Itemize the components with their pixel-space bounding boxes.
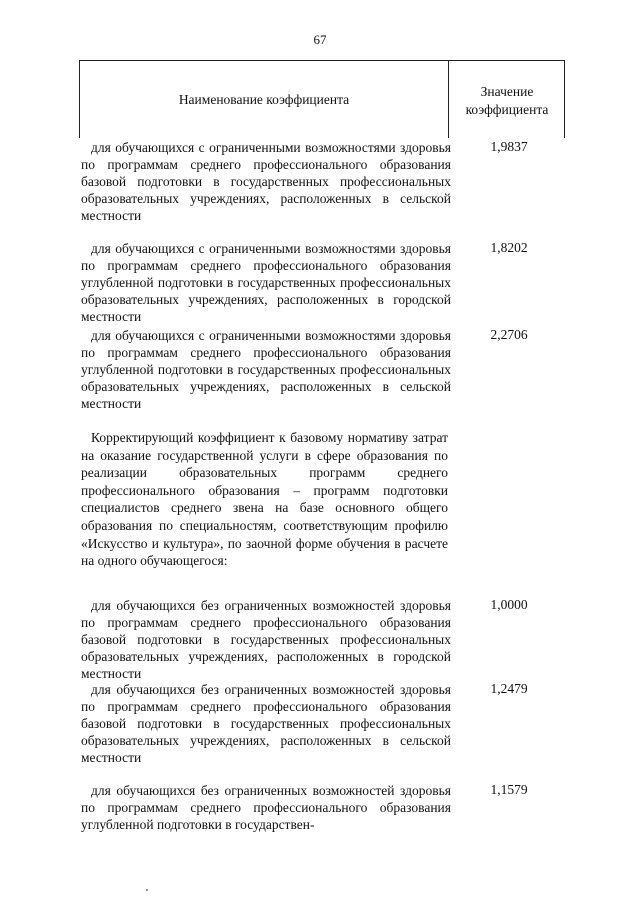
- row-value: 1,2479: [490, 681, 528, 696]
- page-number: 67: [313, 32, 327, 47]
- row-text: для обучающихся с ограниченными возможностями здоровья по программам среднего профессионального образования углубленной подготовки в государственных профессиональных образовательных учреждениях, расположенных в сельской местности: [81, 328, 451, 411]
- header-coefficient-name: Наименование коэффициента: [178, 92, 350, 107]
- table-row: [81, 139, 451, 224]
- row-value: 1,9837: [490, 139, 528, 154]
- header-value-line2: коэффициента: [465, 102, 549, 117]
- row-text: для обучающихся без ограниченных возможностей здоровья по программам среднего профессионального образования базовой подготовки в государственных профессиональных образовательных учреждениях, расположенных в сельской местности: [81, 682, 451, 765]
- header-value-line1: Значение: [480, 84, 534, 99]
- row-text: для обучающихся без ограниченных возможностей здоровья по программам среднего профессионального образования углубленной подготовки в государствен-: [81, 783, 451, 832]
- section-heading: Корректирующий коэффициент к базовому нормативу затрат на оказание государственной услуги в сфере образования по реализации образовательных программ среднего профессионального образования – программ подготовки специалистов среднего звена на базе основного общего образования по специальностям, соответствующим профилю «Искусство и культура», по заочной форме обучения в расчете на одного обучающегося:: [81, 430, 448, 569]
- table-row: [81, 240, 451, 325]
- table-row: [81, 681, 451, 766]
- table-row: [81, 327, 451, 412]
- scan-speck: [146, 889, 148, 891]
- row-text: для обучающихся без ограниченных возможностей здоровья по программам среднего профессионального образования базовой подготовки в государственных профессиональных образовательных учреждениях, расположенных в городской местности: [81, 598, 451, 681]
- row-value: 1,0000: [490, 597, 528, 612]
- row-value: 1,1579: [490, 782, 528, 797]
- table-row: [81, 782, 451, 833]
- row-text: для обучающихся с ограниченными возможностями здоровья по программам среднего профессионального образования углубленной подготовки в государственных профессиональных образовательных учреждениях, расположенных в городской местности: [81, 241, 451, 324]
- header-coefficient-value: [449, 83, 565, 119]
- row-text: для обучающихся с ограниченными возможностями здоровья по программам среднего профессионального образования базовой подготовки в государственных профессиональных образовательных учреждениях, расположенных в сельской местности: [81, 140, 451, 223]
- row-value: 1,8202: [490, 240, 528, 255]
- row-value: 2,2706: [490, 327, 528, 342]
- table-row: [81, 597, 451, 682]
